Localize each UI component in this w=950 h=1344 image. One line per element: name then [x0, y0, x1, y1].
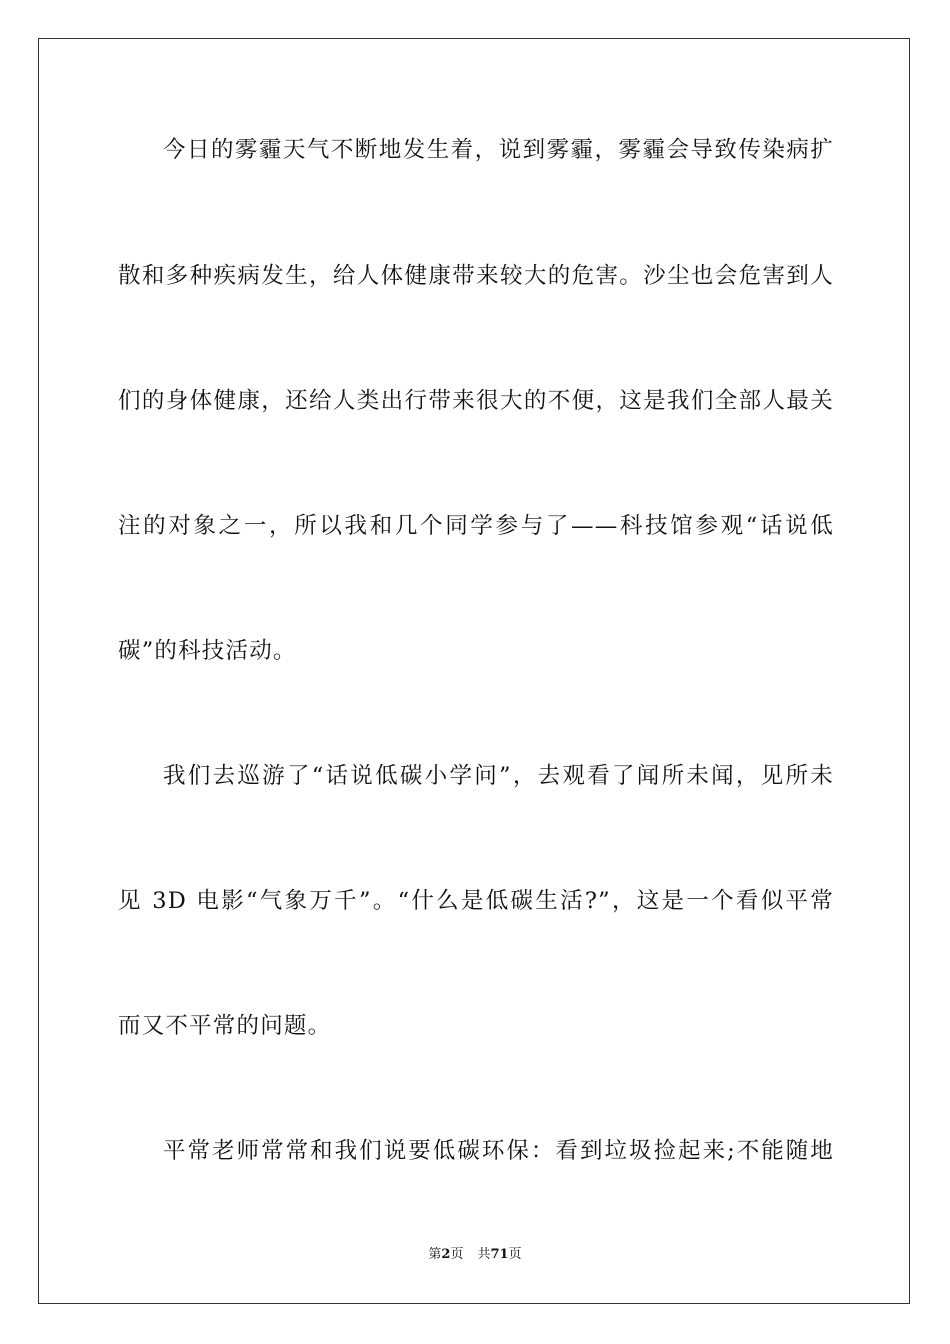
- footer-page-suffix: 页: [450, 1247, 464, 1262]
- total-pages: 71: [490, 1247, 509, 1262]
- text-line: 注的对象之一，所以我和几个同学参与了——科技馆参观“话说低: [118, 513, 834, 539]
- text-line: 们的身体健康，还给人类出行带来很大的不便，这是我们全部人最关: [118, 388, 834, 414]
- text-line: 平常老师常常和我们说要低碳环保：看到垃圾捡起来;不能随地: [163, 1138, 834, 1164]
- footer-total-suffix: 页: [508, 1247, 522, 1262]
- footer-prefix: 第: [428, 1247, 442, 1262]
- text-line: 见 3D 电影“气象万千”。“什么是低碳生活?”，这是一个看似平常: [118, 888, 834, 914]
- footer-total-prefix: 共: [477, 1247, 491, 1262]
- text-line: 散和多种疾病发生，给人体健康带来较大的危害。沙尘也会危害到人: [118, 263, 834, 289]
- page-border: [38, 38, 910, 1304]
- text-line: 而又不平常的问题。: [118, 1013, 332, 1039]
- text-line: 今日的雾霾天气不断地发生着，说到雾霾，雾霾会导致传染病扩: [163, 137, 834, 163]
- page-footer: [0, 1246, 950, 1264]
- text-line: 碳”的科技活动。: [118, 638, 297, 664]
- page-number: 2: [441, 1247, 451, 1262]
- text-line: 我们去巡游了“话说低碳小学问”，去观看了闻所未闻，见所未: [163, 763, 834, 789]
